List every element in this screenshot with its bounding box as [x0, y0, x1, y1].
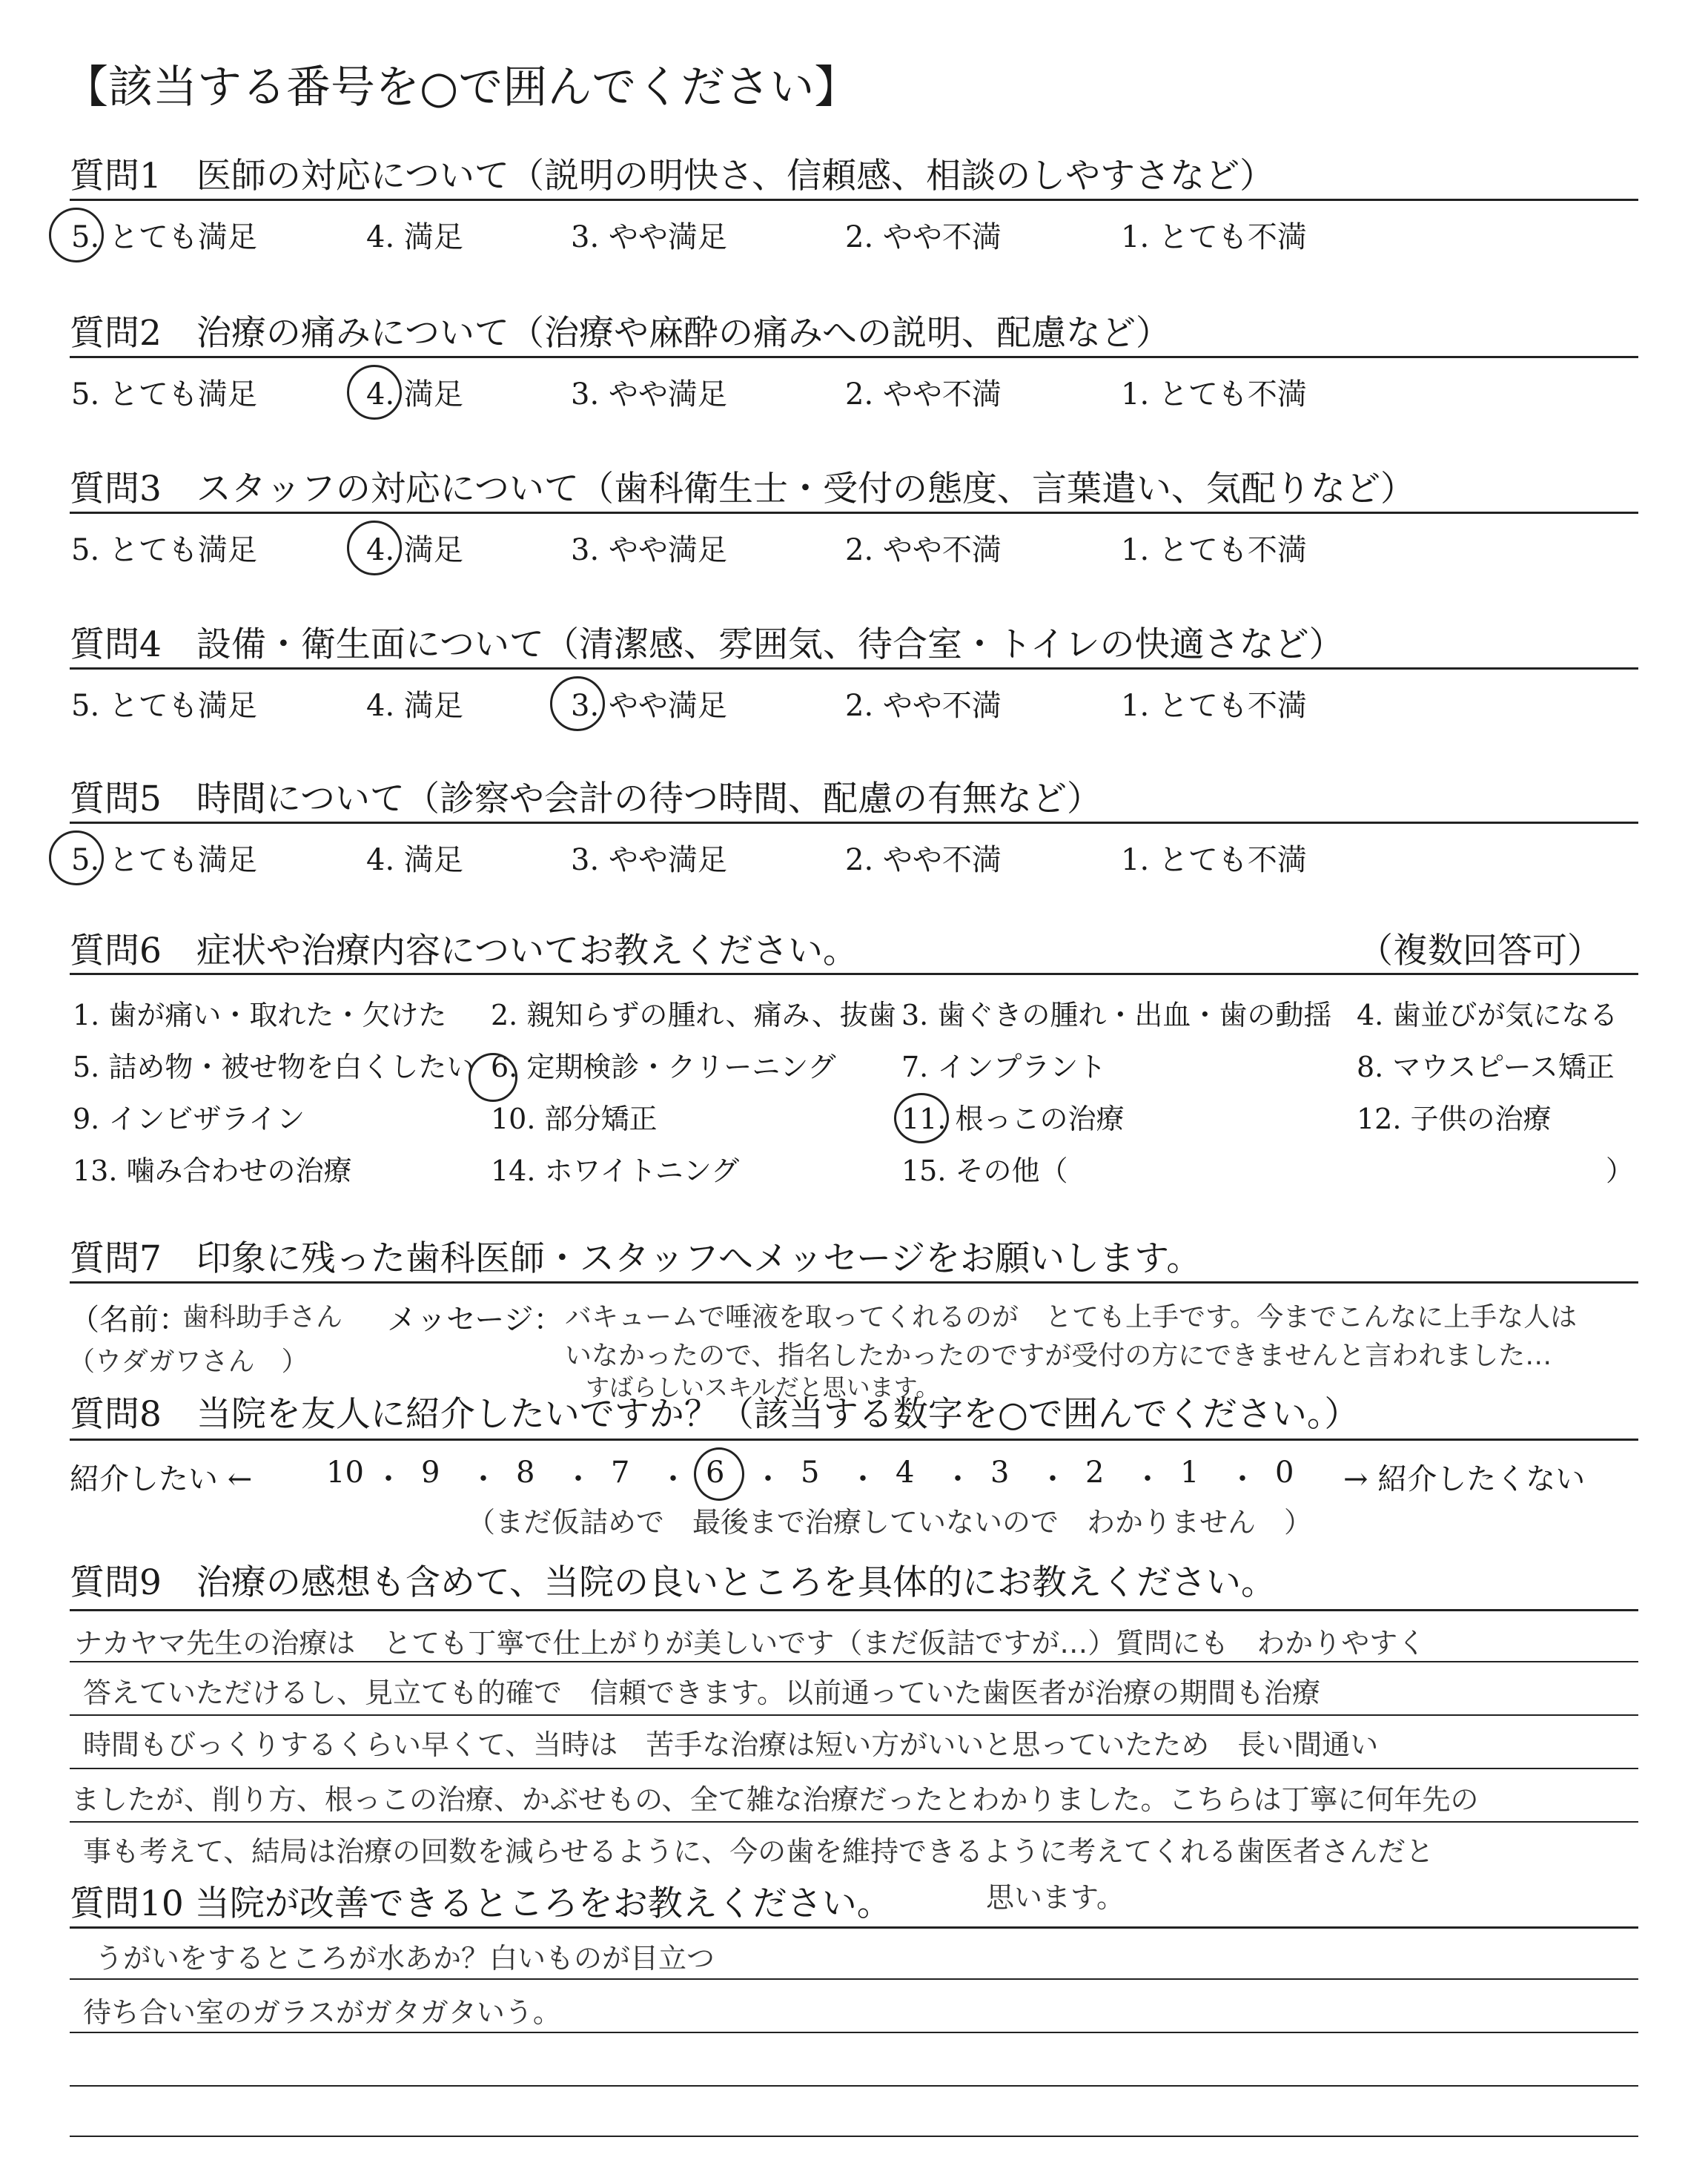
- q2-rule: [70, 356, 1638, 358]
- q7-message-line3: すばらしいスキルだと思います。: [586, 1373, 940, 1401]
- q4-option-5[interactable]: 5. とても満足: [71, 689, 257, 723]
- q4-selection-circle: [550, 676, 605, 731]
- q4-option-1[interactable]: 1. とても不満: [1121, 689, 1307, 723]
- q9-line-2: 答えていただけるし、見立ても的確で 信頼できます。以前通っていた歯医者が治療の期間も治療: [83, 1677, 1320, 1709]
- q8-title: 質問8 当院を友人に紹介したいですか？（該当する数字を○で囲んでください。）: [70, 1394, 1360, 1435]
- q9-line-6: 思います。: [986, 1881, 1125, 1914]
- q5-rule: [70, 822, 1638, 824]
- q5-option-3[interactable]: 3. やや満足: [571, 843, 727, 877]
- q6-title: 質問6 症状や治療内容についてお教えください。: [70, 931, 858, 971]
- q1-option-3[interactable]: 3. やや満足: [571, 220, 727, 254]
- q1-rule: [70, 199, 1638, 201]
- q1-option-5[interactable]: 5. とても満足: [71, 220, 257, 254]
- q1-option-2[interactable]: 2. やや不満: [845, 220, 1002, 254]
- q8-number-10[interactable]: 10: [326, 1456, 364, 1490]
- q8-number-6[interactable]: 6: [706, 1456, 725, 1490]
- q10-rule-3: [70, 2085, 1638, 2087]
- q8-selection-circle: [694, 1447, 744, 1501]
- q9-line-3: 時間もびっくりするくらい早くて、当時は 苦手な治療は短い方がいいと思っていたため 長い間通い: [83, 1728, 1379, 1761]
- q9-line-4: ましたが、削り方、根っこの治療、かぶせもの、全て雑な治療だったとわかりました。こちらは丁寧に何年先の: [71, 1783, 1479, 1816]
- q8-separator-dot: ・: [374, 1462, 403, 1496]
- q10-rule-1: [70, 1978, 1638, 1980]
- q1-selection-circle: [49, 208, 104, 262]
- q10-title: 質問10 当院が改善できるところをお教えください。: [70, 1883, 892, 1924]
- q7-title: 質問7 印象に残った歯科医師・スタッフへメッセージをお願いします。: [70, 1238, 1202, 1279]
- q3-option-1[interactable]: 1. とても不満: [1121, 533, 1307, 567]
- q6-option-13[interactable]: 13. 噛み合わせの治療: [73, 1155, 352, 1187]
- q2-option-1[interactable]: 1. とても不満: [1121, 377, 1307, 412]
- q8-number-2[interactable]: 2: [1085, 1456, 1105, 1490]
- q6-option-5[interactable]: 5. 詰め物・被せ物を白くしたい: [73, 1051, 475, 1083]
- q8-number-0[interactable]: 0: [1275, 1456, 1294, 1490]
- q6-option-10[interactable]: 10. 部分矯正: [491, 1103, 658, 1135]
- q6-option-15[interactable]: 15. その他（: [901, 1155, 1068, 1187]
- q7-name-line1: 歯科助手さん: [182, 1302, 343, 1332]
- q6-option-3[interactable]: 3. 歯ぐきの腫れ・出血・歯の動揺: [901, 999, 1332, 1031]
- q7-message-line1: バキュームで唾液を取ってくれるのが とても上手です。今までこんなに上手な人は: [565, 1302, 1578, 1332]
- q4-rule: [70, 667, 1638, 670]
- q9-rule-1: [70, 1661, 1638, 1662]
- q5-option-4[interactable]: 4. 満足: [366, 843, 463, 877]
- q8-separator-dot: ・: [658, 1462, 688, 1496]
- q5-title: 質問5 時間について（診察や会計の待つ時間、配慮の有無など）: [70, 779, 1102, 819]
- q6-option-12[interactable]: 12. 子供の治療: [1357, 1103, 1552, 1135]
- q9-title: 質問9 治療の感想も含めて、当院の良いところを具体的にお教えください。: [70, 1562, 1276, 1603]
- q7-message-line2: いなかったので、指名したかったのですが受付の方にできませんと言われました…: [565, 1341, 1552, 1371]
- q4-title: 質問4 設備・衛生面について（清潔感、雰囲気、待合室・トイレの快適さなど）: [70, 624, 1344, 665]
- q6-selection-circle-11: [894, 1093, 949, 1143]
- q7-rule: [70, 1281, 1638, 1284]
- q6-option-2[interactable]: 2. 親知らずの腫れ、痛み、抜歯: [491, 999, 896, 1031]
- q6-option-11[interactable]: 11. 根っこの治療: [901, 1103, 1125, 1135]
- q6-rule: [70, 973, 1638, 975]
- q8-separator-dot: ・: [943, 1462, 973, 1496]
- q8-right-label: → 紹介したくない: [1343, 1462, 1586, 1496]
- q6-option-4[interactable]: 4. 歯並びが気になる: [1357, 999, 1618, 1031]
- q8-note: （まだ仮詰めで 最後まで治療していないので わかりません ）: [467, 1506, 1313, 1539]
- q1-option-4[interactable]: 4. 満足: [366, 220, 463, 254]
- q2-option-2[interactable]: 2. やや不満: [845, 377, 1002, 412]
- q5-option-5[interactable]: 5. とても満足: [71, 843, 257, 877]
- q9-line-5: 事も考えて、結局は治療の回数を減らせるように、今の歯を維持できるように考えてくれる歯医者さんだと: [83, 1835, 1434, 1868]
- q5-option-1[interactable]: 1. とても不満: [1121, 843, 1307, 877]
- q6-other-close-paren: ）: [1606, 1155, 1635, 1187]
- q10-rule-4: [70, 2136, 1638, 2137]
- q8-number-8[interactable]: 8: [516, 1456, 535, 1490]
- q7-name-line2: （ウダガワさん ）: [68, 1347, 308, 1377]
- q6-option-14[interactable]: 14. ホワイトニング: [491, 1155, 740, 1187]
- q8-number-1[interactable]: 1: [1180, 1456, 1199, 1490]
- q2-selection-circle: [347, 365, 402, 420]
- q8-separator-dot: ・: [753, 1462, 783, 1496]
- q9-rule-4: [70, 1821, 1638, 1823]
- q9-line-1: ナカヤマ先生の治療は とても丁寧で仕上がりが美しいです（まだ仮詰ですが…）質問にも わかりやすく: [74, 1627, 1426, 1659]
- q8-number-3[interactable]: 3: [990, 1456, 1010, 1490]
- q3-title: 質問3 スタッフの対応について（歯科衛生士・受付の態度、言葉遣い、気配りなど）: [70, 469, 1415, 509]
- q3-option-5[interactable]: 5. とても満足: [71, 533, 257, 567]
- q8-separator-dot: ・: [1133, 1462, 1162, 1496]
- q8-number-5[interactable]: 5: [801, 1456, 820, 1490]
- q4-option-3[interactable]: 3. やや満足: [571, 689, 727, 723]
- page-title: 【該当する番号を○で囲んでください】: [64, 62, 859, 113]
- q1-title: 質問1 医師の対応について（説明の明快さ、信頼感、相談のしやすさなど）: [70, 156, 1275, 196]
- q8-number-7[interactable]: 7: [611, 1456, 630, 1490]
- q2-option-5[interactable]: 5. とても満足: [71, 377, 257, 412]
- q6-option-8[interactable]: 8. マウスピース矯正: [1357, 1051, 1615, 1083]
- q1-option-1[interactable]: 1. とても不満: [1121, 220, 1307, 254]
- q3-option-3[interactable]: 3. やや満足: [571, 533, 727, 567]
- q7-name-label: （名前：: [70, 1303, 188, 1337]
- q2-title: 質問2 治療の痛みについて（治療や麻酔の痛みへの説明、配慮など）: [70, 313, 1171, 354]
- q6-option-6[interactable]: 6. 定期検診・クリーニング: [491, 1051, 836, 1083]
- q6-note: （複数回答可）: [1358, 931, 1602, 971]
- q10-rule-2: [70, 2032, 1638, 2033]
- q4-option-4[interactable]: 4. 満足: [366, 689, 463, 723]
- q2-option-3[interactable]: 3. やや満足: [571, 377, 727, 412]
- q3-option-2[interactable]: 2. やや不満: [845, 533, 1002, 567]
- q2-option-4[interactable]: 4. 満足: [366, 377, 463, 412]
- q8-left-label: 紹介したい ←: [70, 1462, 253, 1496]
- q8-rule: [70, 1439, 1638, 1441]
- q8-separator-dot: ・: [1228, 1462, 1257, 1496]
- q8-number-9[interactable]: 9: [421, 1456, 440, 1490]
- q6-option-1[interactable]: 1. 歯が痛い・取れた・欠けた: [73, 999, 447, 1031]
- q7-message-label: メッセージ：: [387, 1303, 563, 1337]
- q6-option-7[interactable]: 7. インプラント: [901, 1051, 1107, 1083]
- q10-rule-0: [70, 1926, 1638, 1929]
- q3-option-4[interactable]: 4. 満足: [366, 533, 463, 567]
- q8-separator-dot: ・: [1038, 1462, 1068, 1496]
- q8-separator-dot: ・: [848, 1462, 878, 1496]
- q9-rule-0: [70, 1609, 1638, 1611]
- q3-rule: [70, 512, 1638, 514]
- q8-number-4[interactable]: 4: [896, 1456, 915, 1490]
- q6-selection-circle-6: [469, 1053, 517, 1102]
- q3-selection-circle: [347, 521, 402, 575]
- q9-rule-2: [70, 1714, 1638, 1716]
- q4-option-2[interactable]: 2. やや不満: [845, 689, 1002, 723]
- q9-rule-3: [70, 1768, 1638, 1769]
- q8-separator-dot: ・: [563, 1462, 593, 1496]
- q10-line-2: 待ち合い室のガラスがガタガタいう。: [83, 1996, 561, 2029]
- q5-selection-circle: [49, 830, 104, 885]
- q8-separator-dot: ・: [469, 1462, 498, 1496]
- q6-option-9[interactable]: 9. インビザライン: [73, 1103, 305, 1135]
- q10-line-1: うがいをするところが水あか？白いものが目立つ: [95, 1942, 715, 1975]
- q5-option-2[interactable]: 2. やや不満: [845, 843, 1002, 877]
